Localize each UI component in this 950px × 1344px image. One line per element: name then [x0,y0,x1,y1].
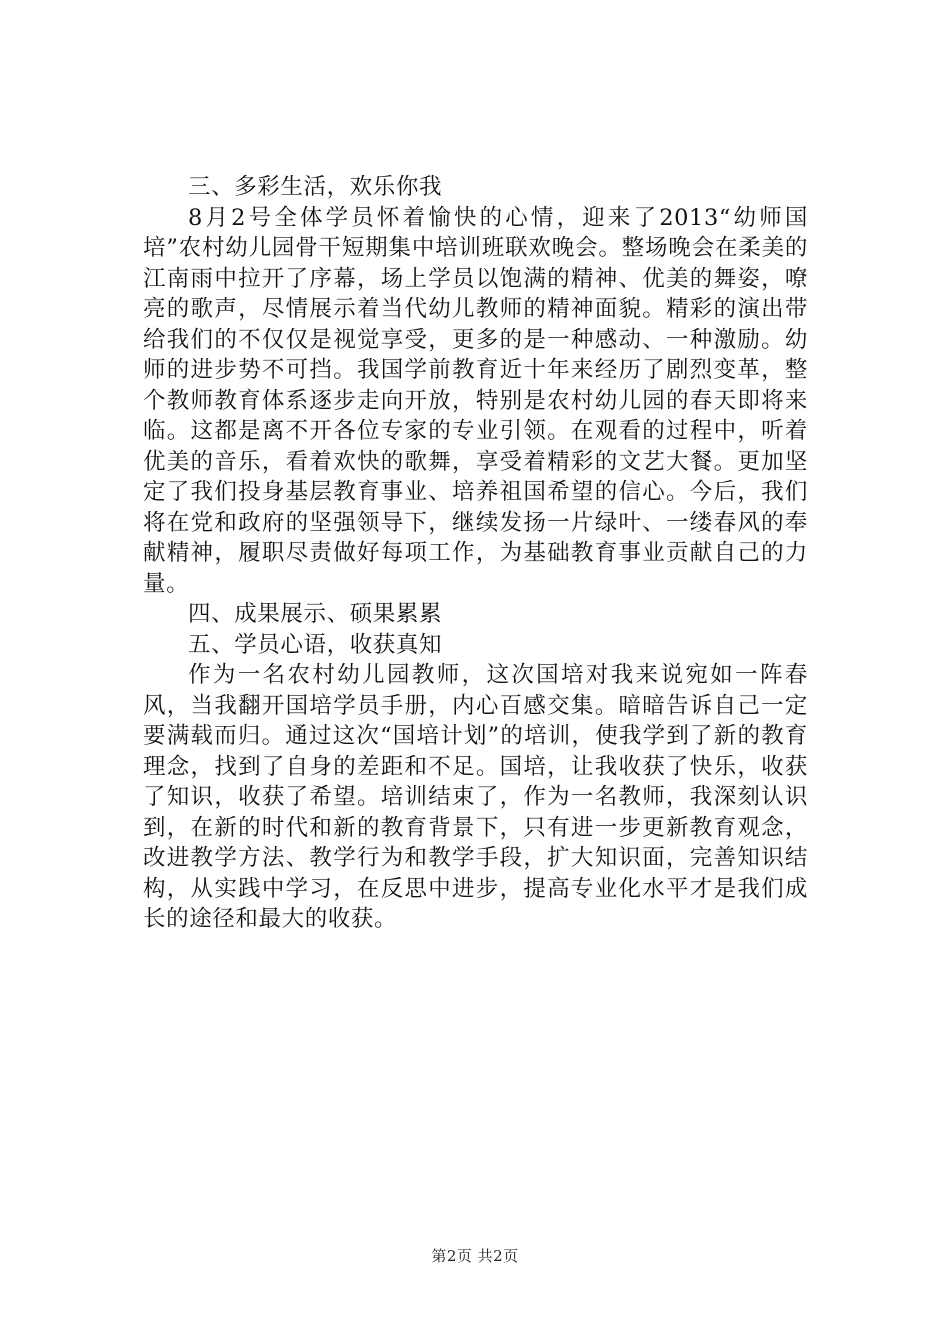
page-footer: 第2页 共2页 [431,1247,519,1265]
document-body [143,172,808,935]
section-heading-activities: 三、多彩生活，欢乐你我 [188,174,443,200]
section-heading-reflections: 五、学员心语，收获真知 [188,631,443,658]
section-heading-results: 四、成果展示、硕果累累 [188,601,443,627]
paragraph-gala: 8月2号全体学员怀着愉快的心情，迎来了2013“幼师国培”农村幼儿园骨干短期集中培训班联欢晚会。整场晚会在柔美的江南雨中拉开了序幕，场上学员以饱满的精神、优美的舞姿，嘹亮的歌声，尽情展示着当代幼儿教师的精神面貌。精彩的演出带给我们的不仅仅是视觉享受，更多的是一种感动、一种激励。幼师的进步势不可挡。我国学前教育近十年来经历了剧烈变革，整个教师教育体系逐步走向开放，特别是农村幼儿园的春天即将来临。这都是离不开各位专家的专业引领。在观看的过程中，听着优美的音乐，看着欢快的歌舞，享受着精彩的文艺大餐。更加坚定了我们投身基层教育事业、培养祖国希望的信心。今后，我们将在党和政府的坚强领导下，继续发扬一片绿叶、一缕春风的奉献精神，履职尽责做好每项工作，为基础教育事业贡献自己的力量。 [143,204,808,597]
paragraph-reflection: 作为一名农村幼儿园教师，这次国培对我来说宛如一阵春风，当我翻开国培学员手册，内心百感交集。暗暗告诉自己一定要满载而归。通过这次“国培计划”的培训，使我学到了新的教育理念，找到了自身的差距和不足。国培，让我收获了快乐，收获了知识，收获了希望。培训结束了，作为一名教师，我深刻认识到，在新的时代和新的教育背景下，只有进一步更新教育观念，改进教学方法、教学行为和教学手段，扩大知识面，完善知识结构，从实践中学习，在反思中进步，提高专业化水平才是我们成长的途径和最大的收获。 [143,662,808,932]
